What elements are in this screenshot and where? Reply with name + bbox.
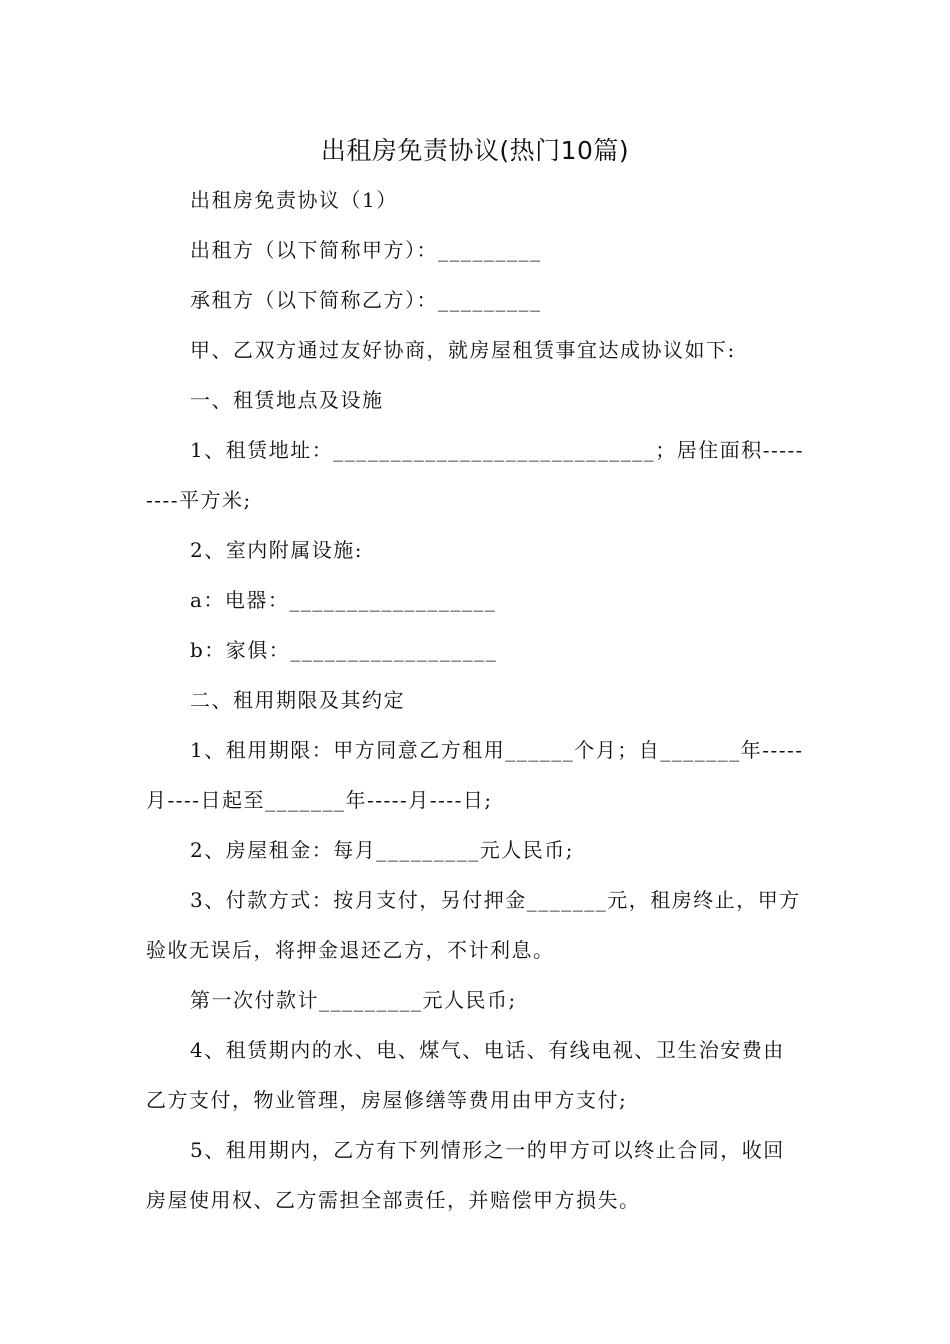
paragraph-intro: 甲、乙双方通过友好协商，就房屋租赁事宜达成协议如下: [190, 338, 736, 362]
paragraph-first-payment: 第一次付款计_________元人民币; [190, 988, 517, 1012]
paragraph-lease-term: 1、租用期限：甲方同意乙方租用______个月；自_______年-----月----日起至_______年-----月----日; [146, 738, 804, 812]
paragraph-facilities: 2、室内附属设施: [190, 538, 363, 562]
paragraph-termination: 5、租用期内，乙方有下列情形之一的甲方可以终止合同，收回房屋使用权、乙方需担全部责任，并赔偿甲方损失。 [146, 1138, 785, 1212]
document-title: 出租房免责协议(热门10篇) [320, 136, 630, 165]
heading-section-1: 一、租赁地点及设施 [190, 388, 384, 412]
heading-section-2: 二、租用期限及其约定 [190, 688, 405, 712]
paragraph-furniture: b：家俱：__________________ [190, 638, 498, 662]
paragraph-payment: 3、付款方式：按月支付，另付押金_______元，租房终止，甲方验收无误后，将押金退还乙方，不计利息。 [146, 888, 801, 962]
paragraph-lessor: 出租方（以下简称甲方）：_________ [190, 238, 542, 262]
paragraph-subtitle: 出租房免责协议（1） [190, 188, 398, 212]
paragraph-appliances: a：电器：__________________ [190, 588, 497, 612]
paragraph-utilities: 4、租赁期内的水、电、煤气、电话、有线电视、卫生治安费由乙方支付，物业管理，房屋修缮等费用由甲方支付; [146, 1038, 785, 1112]
paragraph-address: 1、租赁地址：____________________________；居住面积---------平方米; [146, 438, 805, 512]
paragraph-lessee: 承租方（以下简称乙方）：_________ [190, 288, 542, 312]
paragraph-rent: 2、房屋租金：每月_________元人民币; [190, 838, 574, 862]
